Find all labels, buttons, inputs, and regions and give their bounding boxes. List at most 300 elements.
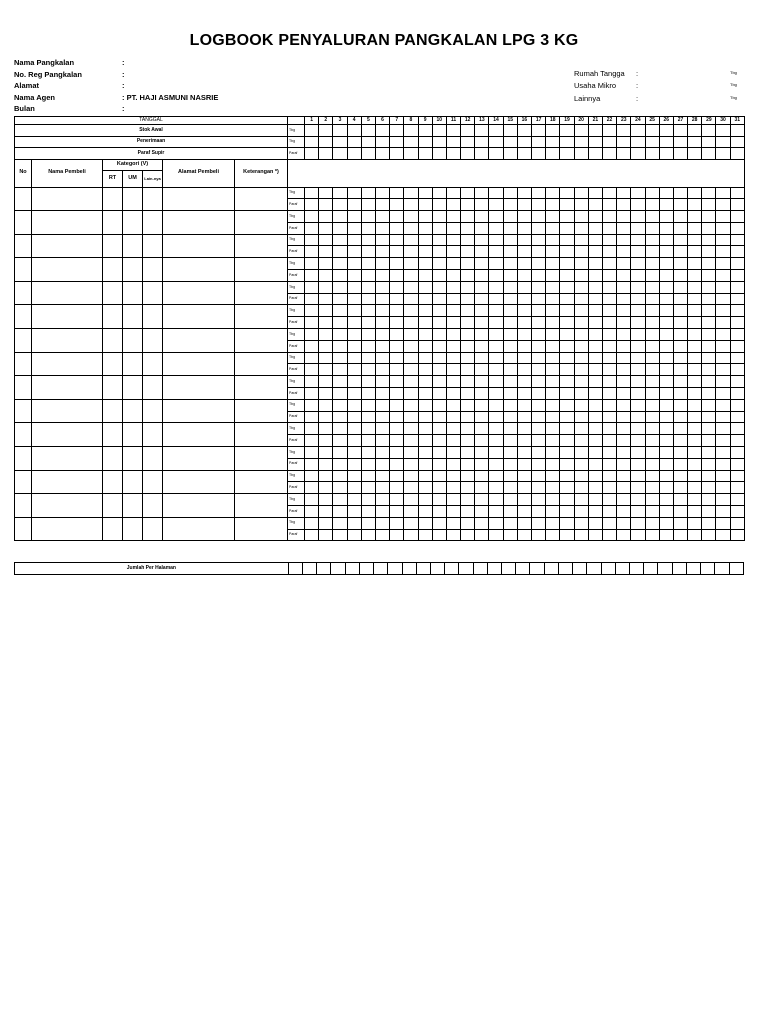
day-cell bbox=[404, 136, 418, 148]
day-cell bbox=[702, 270, 716, 282]
buyer-cell[interactable] bbox=[235, 211, 288, 235]
no-header: No bbox=[15, 159, 32, 187]
day-cell bbox=[319, 482, 333, 494]
buyer-cell[interactable] bbox=[15, 494, 32, 518]
day-cell bbox=[404, 211, 418, 223]
buyer-cell[interactable] bbox=[235, 352, 288, 376]
day-cell bbox=[418, 246, 432, 258]
day-cell bbox=[702, 125, 716, 137]
paraf-supir-row bbox=[15, 148, 745, 160]
buyer-cell[interactable] bbox=[163, 281, 235, 305]
day-cell bbox=[390, 447, 404, 459]
day-cell bbox=[489, 447, 503, 459]
day-cell bbox=[432, 270, 446, 282]
buyer-cell[interactable] bbox=[163, 399, 235, 423]
day-cell bbox=[546, 340, 560, 352]
buyer-cell[interactable] bbox=[15, 423, 32, 447]
buyer-cell[interactable] bbox=[103, 258, 123, 282]
day-cell bbox=[347, 506, 361, 518]
day-cell bbox=[375, 447, 389, 459]
buyer-cell[interactable] bbox=[235, 187, 288, 211]
day-cell bbox=[730, 222, 744, 234]
day-cell bbox=[716, 293, 730, 305]
jumlah-cell bbox=[701, 563, 715, 575]
day-cell bbox=[375, 506, 389, 518]
buyer-cell[interactable] bbox=[15, 258, 32, 282]
day-cell bbox=[730, 270, 744, 282]
day-cell bbox=[730, 447, 744, 459]
jumlah-cell bbox=[487, 563, 501, 575]
buyer-cell[interactable] bbox=[15, 234, 32, 258]
day-cell bbox=[574, 506, 588, 518]
day-cell bbox=[461, 258, 475, 270]
buyer-cell[interactable] bbox=[163, 187, 235, 211]
jumlah-cell bbox=[388, 563, 402, 575]
buyer-row bbox=[15, 470, 745, 482]
day-cell bbox=[560, 352, 574, 364]
buyer-cell[interactable] bbox=[123, 470, 143, 494]
day-cell bbox=[560, 435, 574, 447]
day-cell bbox=[489, 258, 503, 270]
day-cell bbox=[517, 506, 531, 518]
buyer-cell[interactable] bbox=[163, 258, 235, 282]
day-cell bbox=[631, 470, 645, 482]
day-cell bbox=[716, 352, 730, 364]
day-cell bbox=[602, 529, 616, 541]
day-cell bbox=[645, 211, 659, 223]
buyer-cell[interactable] bbox=[143, 187, 163, 211]
day-cell bbox=[390, 305, 404, 317]
day-cell bbox=[319, 293, 333, 305]
day-cell bbox=[361, 281, 375, 293]
day-cell bbox=[404, 329, 418, 341]
buyer-cell[interactable] bbox=[103, 494, 123, 518]
day-cell bbox=[716, 187, 730, 199]
buyer-cell[interactable] bbox=[123, 447, 143, 471]
day-cell bbox=[446, 293, 460, 305]
jumlah-cell bbox=[715, 563, 729, 575]
buyer-cell[interactable] bbox=[143, 281, 163, 305]
buyer-cell[interactable] bbox=[143, 258, 163, 282]
category-colon: : bbox=[636, 81, 639, 91]
day-cell bbox=[305, 187, 319, 199]
day-cell bbox=[560, 199, 574, 211]
day-cell bbox=[532, 199, 546, 211]
unit-label: Tbg bbox=[288, 376, 305, 388]
buyer-cell[interactable] bbox=[15, 470, 32, 494]
day-cell bbox=[347, 482, 361, 494]
day-cell bbox=[673, 246, 687, 258]
day-cell bbox=[659, 246, 673, 258]
buyer-cell[interactable] bbox=[103, 517, 123, 541]
day-cell bbox=[716, 222, 730, 234]
info-value: : PT. HAJI ASMUNI NASRIE bbox=[122, 92, 219, 102]
buyer-cell[interactable] bbox=[123, 211, 143, 235]
day-cell bbox=[333, 458, 347, 470]
day-cell bbox=[659, 435, 673, 447]
buyer-cell[interactable] bbox=[143, 470, 163, 494]
buyer-cell[interactable] bbox=[235, 234, 288, 258]
day-cell bbox=[319, 376, 333, 388]
day-cell bbox=[319, 125, 333, 137]
day-cell bbox=[574, 293, 588, 305]
buyer-cell[interactable] bbox=[163, 494, 235, 518]
buyer-row bbox=[15, 352, 745, 364]
day-cell bbox=[532, 317, 546, 329]
buyer-cell[interactable] bbox=[123, 329, 143, 353]
buyer-cell[interactable] bbox=[32, 399, 103, 423]
day-cell bbox=[688, 329, 702, 341]
day-cell bbox=[546, 423, 560, 435]
buyer-cell[interactable] bbox=[235, 470, 288, 494]
day-cell bbox=[532, 482, 546, 494]
buyer-cell[interactable] bbox=[103, 187, 123, 211]
buyer-cell[interactable] bbox=[15, 447, 32, 471]
day-cell bbox=[702, 305, 716, 317]
day-cell bbox=[489, 423, 503, 435]
day-cell bbox=[390, 246, 404, 258]
buyer-cell[interactable] bbox=[235, 258, 288, 282]
info-value: : bbox=[122, 104, 125, 114]
day-header: 11 bbox=[446, 117, 460, 125]
buyer-cell[interactable] bbox=[32, 187, 103, 211]
buyer-cell[interactable] bbox=[103, 352, 123, 376]
day-cell bbox=[631, 293, 645, 305]
day-cell bbox=[532, 529, 546, 541]
day-cell bbox=[347, 136, 361, 148]
day-cell bbox=[645, 329, 659, 341]
buyer-cell[interactable] bbox=[235, 517, 288, 541]
day-cell bbox=[716, 246, 730, 258]
day-cell bbox=[588, 447, 602, 459]
buyer-cell[interactable] bbox=[32, 258, 103, 282]
jumlah-row bbox=[15, 563, 744, 575]
buyer-cell[interactable] bbox=[103, 399, 123, 423]
buyer-cell[interactable] bbox=[143, 423, 163, 447]
day-cell bbox=[375, 340, 389, 352]
buyer-cell[interactable] bbox=[123, 423, 143, 447]
buyer-cell[interactable] bbox=[103, 376, 123, 400]
buyer-cell[interactable] bbox=[163, 211, 235, 235]
buyer-cell[interactable] bbox=[123, 281, 143, 305]
day-cell bbox=[347, 199, 361, 211]
buyer-cell[interactable] bbox=[123, 494, 143, 518]
day-cell bbox=[688, 364, 702, 376]
day-cell bbox=[404, 435, 418, 447]
day-cell bbox=[404, 305, 418, 317]
day-cell bbox=[333, 258, 347, 270]
buyer-cell[interactable] bbox=[32, 423, 103, 447]
day-cell bbox=[418, 376, 432, 388]
day-cell bbox=[546, 388, 560, 400]
day-cell bbox=[333, 411, 347, 423]
day-cell bbox=[404, 352, 418, 364]
day-cell bbox=[319, 234, 333, 246]
day-cell bbox=[361, 211, 375, 223]
day-cell bbox=[319, 329, 333, 341]
buyer-cell[interactable] bbox=[235, 329, 288, 353]
day-cell bbox=[546, 258, 560, 270]
day-cell bbox=[602, 494, 616, 506]
day-cell bbox=[716, 136, 730, 148]
day-cell bbox=[489, 517, 503, 529]
buyer-cell[interactable] bbox=[32, 352, 103, 376]
day-cell bbox=[645, 411, 659, 423]
day-cell bbox=[602, 125, 616, 137]
day-cell bbox=[305, 376, 319, 388]
buyer-cell[interactable] bbox=[103, 211, 123, 235]
buyer-cell[interactable] bbox=[143, 352, 163, 376]
buyer-cell[interactable] bbox=[32, 329, 103, 353]
day-cell bbox=[631, 482, 645, 494]
category-unit: Tbg bbox=[730, 70, 737, 75]
day-cell bbox=[560, 187, 574, 199]
day-cell bbox=[588, 329, 602, 341]
buyer-row bbox=[15, 281, 745, 293]
buyer-cell[interactable] bbox=[163, 376, 235, 400]
day-cell bbox=[574, 529, 588, 541]
day-cell bbox=[347, 458, 361, 470]
day-cell bbox=[517, 199, 531, 211]
day-header: 23 bbox=[617, 117, 631, 125]
buyer-cell[interactable] bbox=[32, 211, 103, 235]
buyer-cell[interactable] bbox=[15, 376, 32, 400]
day-header: 3 bbox=[333, 117, 347, 125]
unit-label: Paraf bbox=[288, 388, 305, 400]
day-cell bbox=[631, 494, 645, 506]
day-cell bbox=[375, 458, 389, 470]
day-cell bbox=[333, 125, 347, 137]
buyer-cell[interactable] bbox=[123, 376, 143, 400]
buyer-cell[interactable] bbox=[123, 399, 143, 423]
day-cell bbox=[617, 222, 631, 234]
day-cell bbox=[574, 470, 588, 482]
buyer-cell[interactable] bbox=[143, 329, 163, 353]
buyer-cell[interactable] bbox=[15, 211, 32, 235]
day-cell bbox=[361, 482, 375, 494]
day-cell bbox=[347, 270, 361, 282]
day-cell bbox=[602, 482, 616, 494]
buyer-cell[interactable] bbox=[103, 329, 123, 353]
day-cell bbox=[574, 435, 588, 447]
day-cell bbox=[390, 270, 404, 282]
buyer-cell[interactable] bbox=[143, 305, 163, 329]
buyer-cell[interactable] bbox=[235, 376, 288, 400]
buyer-cell[interactable] bbox=[15, 187, 32, 211]
day-cell bbox=[659, 317, 673, 329]
day-cell bbox=[347, 317, 361, 329]
day-cell bbox=[659, 211, 673, 223]
day-cell bbox=[333, 148, 347, 160]
day-cell bbox=[503, 399, 517, 411]
day-cell bbox=[730, 529, 744, 541]
buyer-cell[interactable] bbox=[103, 281, 123, 305]
day-cell bbox=[503, 234, 517, 246]
day-cell bbox=[390, 281, 404, 293]
day-cell bbox=[361, 352, 375, 364]
day-cell bbox=[361, 529, 375, 541]
day-cell bbox=[617, 435, 631, 447]
day-cell bbox=[560, 305, 574, 317]
day-cell bbox=[645, 281, 659, 293]
buyer-cell[interactable] bbox=[32, 281, 103, 305]
day-cell bbox=[375, 494, 389, 506]
day-cell bbox=[702, 506, 716, 518]
day-cell bbox=[489, 435, 503, 447]
day-cell bbox=[517, 411, 531, 423]
buyer-cell[interactable] bbox=[103, 470, 123, 494]
day-cell bbox=[361, 329, 375, 341]
day-cell bbox=[730, 458, 744, 470]
day-cell bbox=[673, 187, 687, 199]
buyer-cell[interactable] bbox=[32, 376, 103, 400]
buyer-cell[interactable] bbox=[123, 352, 143, 376]
buyer-cell[interactable] bbox=[123, 234, 143, 258]
day-cell bbox=[588, 423, 602, 435]
unit-label: Tbg bbox=[288, 211, 305, 223]
buyer-cell[interactable] bbox=[15, 305, 32, 329]
buyer-cell[interactable] bbox=[235, 447, 288, 471]
day-cell bbox=[645, 340, 659, 352]
day-cell bbox=[546, 222, 560, 234]
buyer-cell[interactable] bbox=[103, 447, 123, 471]
day-cell bbox=[730, 329, 744, 341]
buyer-cell[interactable] bbox=[32, 234, 103, 258]
day-cell bbox=[461, 529, 475, 541]
day-cell bbox=[475, 234, 489, 246]
day-cell bbox=[617, 340, 631, 352]
buyer-cell[interactable] bbox=[235, 423, 288, 447]
day-cell bbox=[361, 376, 375, 388]
day-cell bbox=[673, 281, 687, 293]
day-cell bbox=[517, 293, 531, 305]
buyer-cell[interactable] bbox=[32, 517, 103, 541]
buyer-cell[interactable] bbox=[235, 305, 288, 329]
buyer-cell[interactable] bbox=[32, 494, 103, 518]
buyer-cell[interactable] bbox=[143, 517, 163, 541]
day-cell bbox=[617, 234, 631, 246]
day-cell bbox=[489, 399, 503, 411]
buyer-cell[interactable] bbox=[163, 234, 235, 258]
buyer-cell[interactable] bbox=[32, 305, 103, 329]
buyer-cell[interactable] bbox=[123, 187, 143, 211]
day-cell bbox=[688, 435, 702, 447]
category-summary bbox=[574, 69, 744, 106]
day-cell bbox=[446, 411, 460, 423]
buyer-cell[interactable] bbox=[123, 517, 143, 541]
buyer-cell[interactable] bbox=[235, 281, 288, 305]
day-cell bbox=[574, 125, 588, 137]
day-cell bbox=[489, 364, 503, 376]
header-blank bbox=[288, 159, 745, 187]
day-cell bbox=[546, 506, 560, 518]
buyer-cell[interactable] bbox=[103, 305, 123, 329]
stok-awal-label: Stok Awal bbox=[15, 125, 288, 137]
day-cell bbox=[588, 199, 602, 211]
day-cell bbox=[688, 125, 702, 137]
buyer-cell[interactable] bbox=[235, 399, 288, 423]
day-cell bbox=[617, 136, 631, 148]
day-cell bbox=[432, 187, 446, 199]
day-cell bbox=[560, 258, 574, 270]
unit-label: Paraf bbox=[288, 364, 305, 376]
unit-label: Tbg bbox=[288, 187, 305, 199]
day-cell bbox=[730, 317, 744, 329]
buyer-cell[interactable] bbox=[15, 352, 32, 376]
day-cell bbox=[390, 258, 404, 270]
buyer-cell[interactable] bbox=[15, 329, 32, 353]
day-cell bbox=[688, 376, 702, 388]
day-cell bbox=[716, 506, 730, 518]
day-cell bbox=[475, 148, 489, 160]
day-cell bbox=[702, 222, 716, 234]
day-cell bbox=[673, 222, 687, 234]
day-cell bbox=[461, 317, 475, 329]
day-cell bbox=[404, 293, 418, 305]
day-cell bbox=[375, 246, 389, 258]
buyer-cell[interactable] bbox=[32, 447, 103, 471]
buyer-cell[interactable] bbox=[103, 423, 123, 447]
day-cell bbox=[517, 376, 531, 388]
buyer-cell[interactable] bbox=[163, 329, 235, 353]
day-cell bbox=[418, 482, 432, 494]
buyer-cell[interactable] bbox=[143, 234, 163, 258]
day-cell bbox=[546, 435, 560, 447]
buyer-cell[interactable] bbox=[163, 305, 235, 329]
day-cell bbox=[347, 234, 361, 246]
buyer-cell[interactable] bbox=[235, 494, 288, 518]
buyer-cell[interactable] bbox=[163, 447, 235, 471]
day-cell bbox=[546, 470, 560, 482]
buyer-cell[interactable] bbox=[143, 494, 163, 518]
buyer-cell[interactable] bbox=[143, 399, 163, 423]
day-cell bbox=[659, 517, 673, 529]
buyer-cell[interactable] bbox=[123, 258, 143, 282]
unit-label: Tbg bbox=[288, 305, 305, 317]
day-cell bbox=[716, 148, 730, 160]
unit-label: Paraf bbox=[288, 482, 305, 494]
day-cell bbox=[617, 529, 631, 541]
buyer-cell[interactable] bbox=[163, 352, 235, 376]
buyer-cell[interactable] bbox=[15, 399, 32, 423]
day-cell bbox=[602, 246, 616, 258]
day-cell bbox=[319, 281, 333, 293]
day-cell bbox=[716, 435, 730, 447]
day-cell bbox=[602, 376, 616, 388]
unit-label: Paraf bbox=[288, 506, 305, 518]
day-cell bbox=[546, 125, 560, 137]
day-cell bbox=[475, 352, 489, 364]
buyer-cell[interactable] bbox=[163, 423, 235, 447]
buyer-cell[interactable] bbox=[123, 305, 143, 329]
buyer-cell[interactable] bbox=[143, 447, 163, 471]
buyer-cell[interactable] bbox=[15, 281, 32, 305]
day-cell bbox=[404, 470, 418, 482]
day-cell bbox=[319, 517, 333, 529]
buyer-cell[interactable] bbox=[163, 517, 235, 541]
day-cell bbox=[588, 470, 602, 482]
buyer-cell[interactable] bbox=[15, 517, 32, 541]
buyer-cell[interactable] bbox=[143, 211, 163, 235]
day-cell bbox=[730, 411, 744, 423]
buyer-cell[interactable] bbox=[143, 376, 163, 400]
day-cell bbox=[546, 281, 560, 293]
buyer-cell[interactable] bbox=[103, 234, 123, 258]
buyer-cell[interactable] bbox=[32, 470, 103, 494]
day-cell bbox=[631, 187, 645, 199]
day-cell bbox=[432, 199, 446, 211]
buyer-cell[interactable] bbox=[163, 470, 235, 494]
